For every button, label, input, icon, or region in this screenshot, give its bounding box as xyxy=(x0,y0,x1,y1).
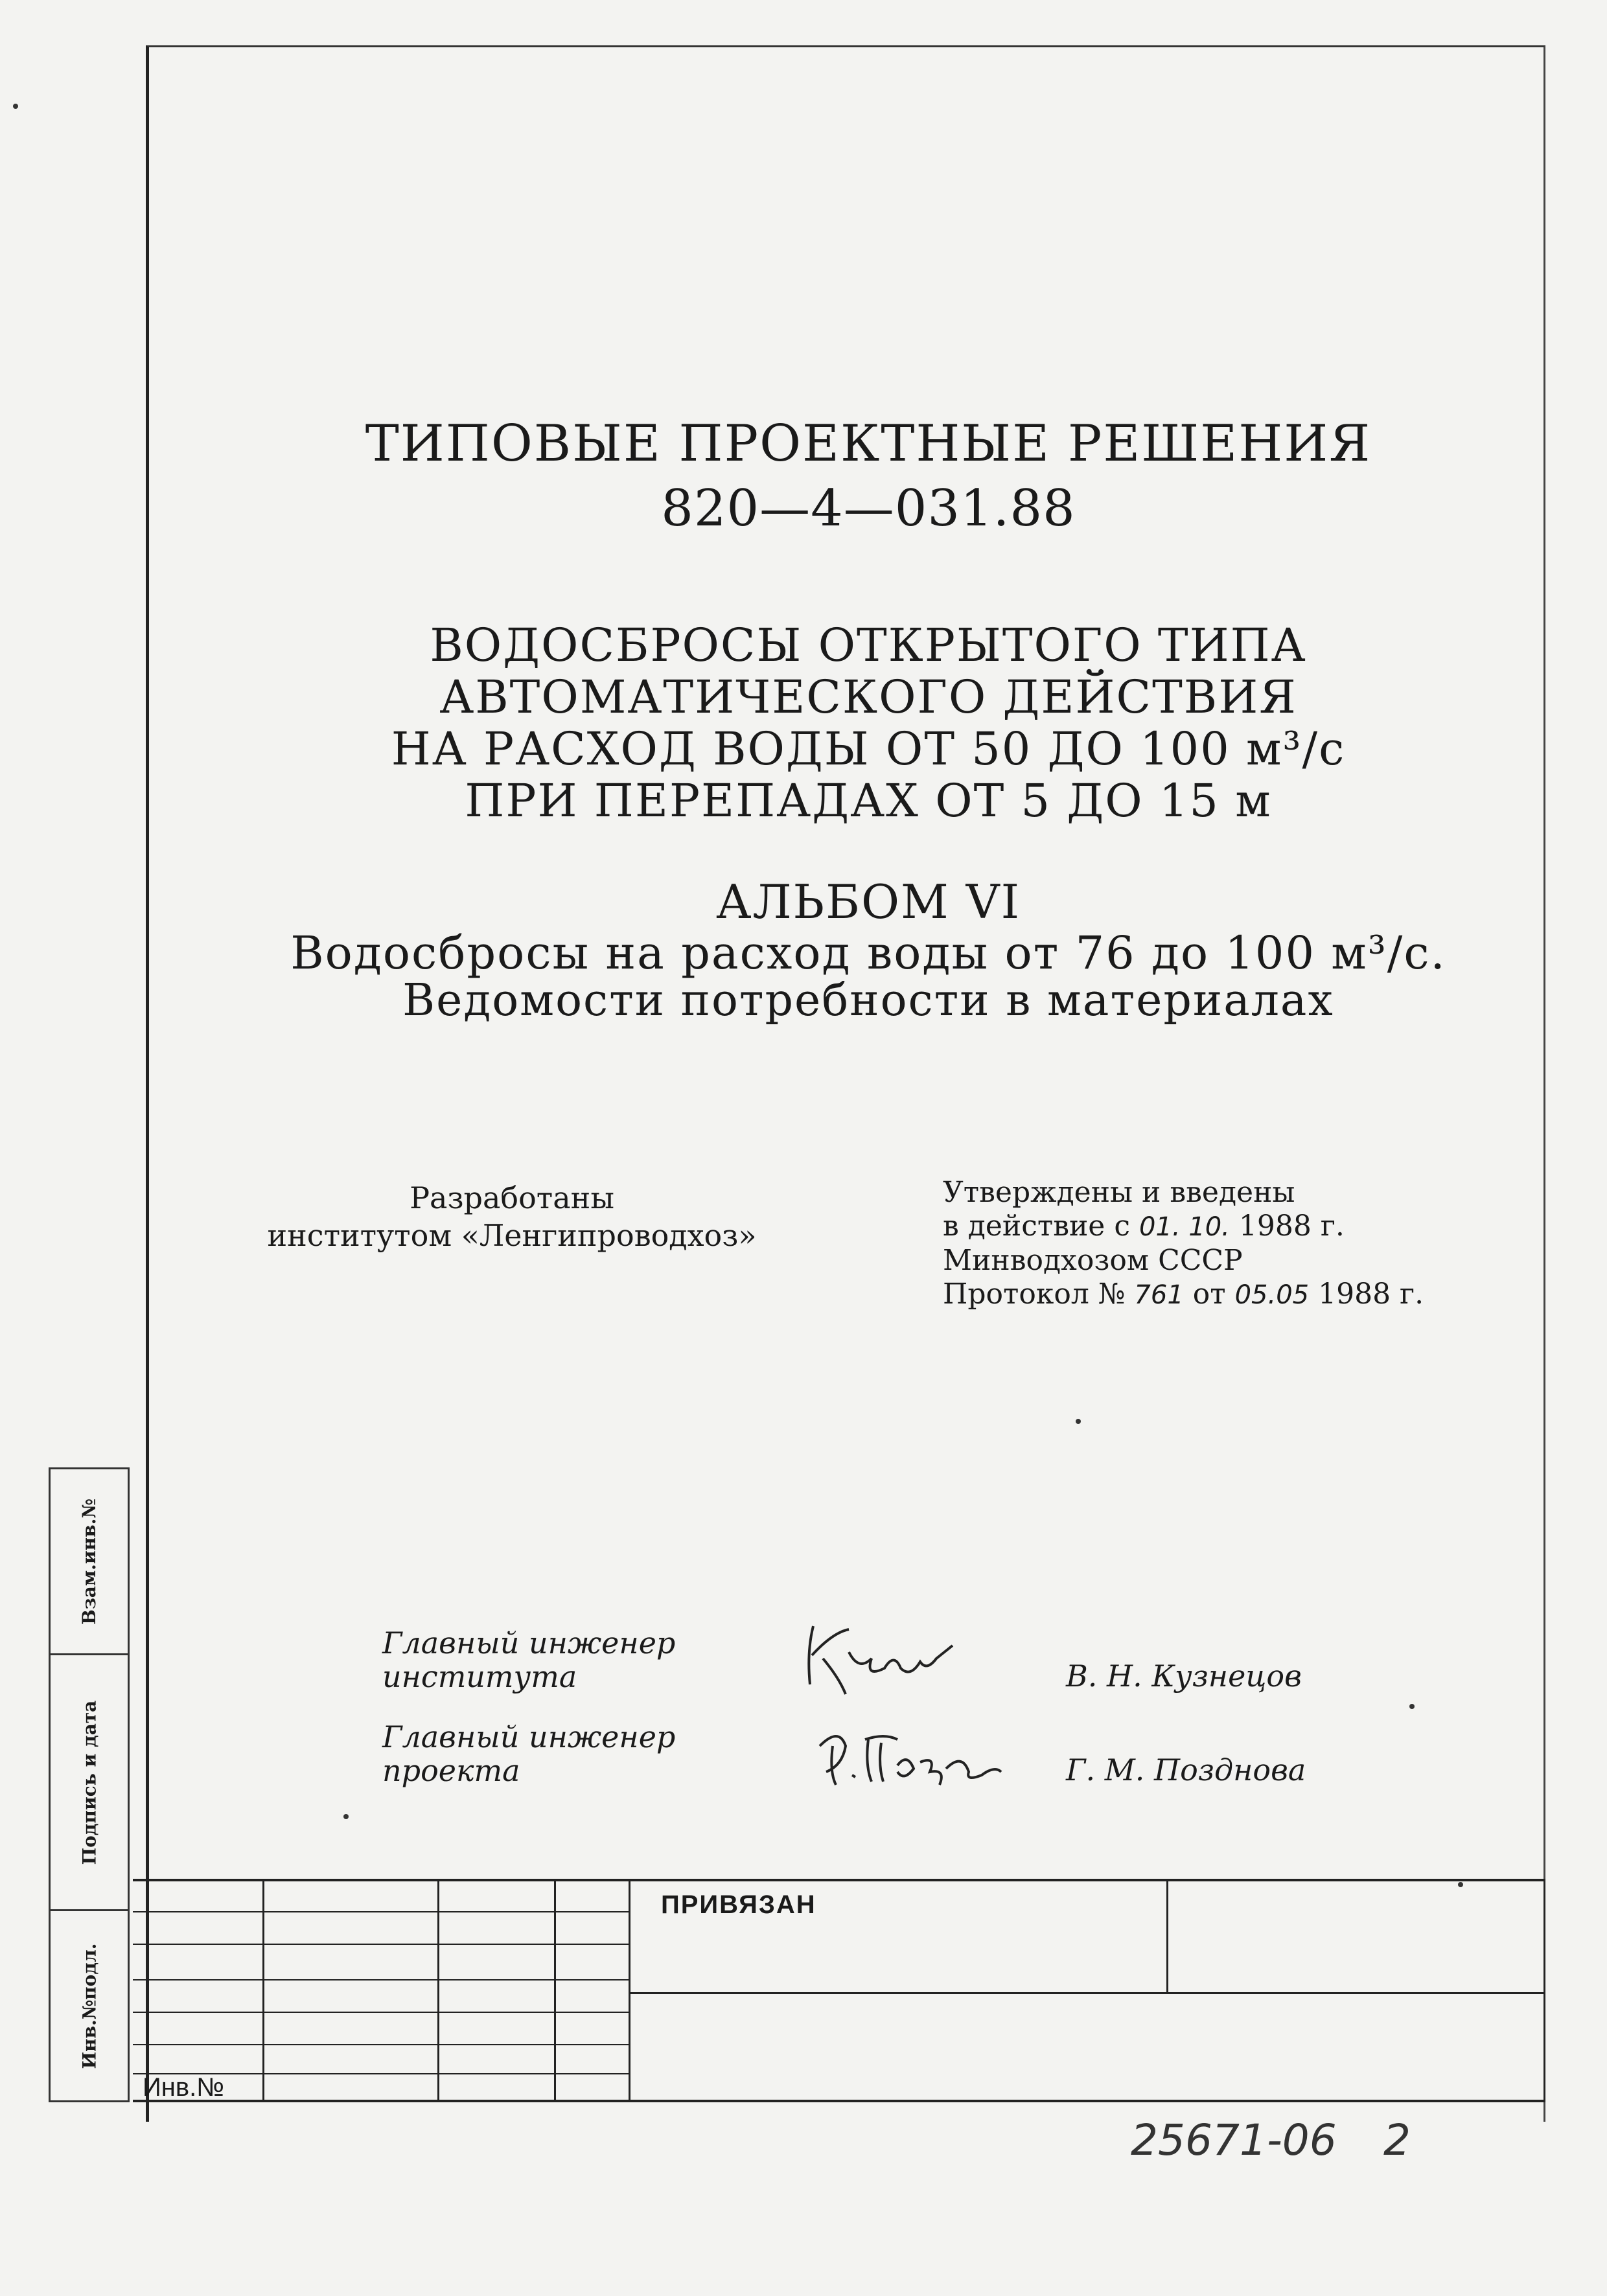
heading-line-2: АВТОМАТИЧЕСКОГО ДЕЙСТВИЯ xyxy=(439,671,1297,724)
signature-role-2-line-2: проекта xyxy=(382,1753,520,1788)
protocol-date-handwritten: 05.05 xyxy=(1234,1280,1310,1310)
approval-date-handwritten: 01. 10. xyxy=(1139,1212,1230,1242)
developed-line-2: институтом «Ленгипроводхоз» xyxy=(267,1218,757,1253)
approval-line-4 xyxy=(943,1278,1424,1312)
inventory-number-label: Инв.№ xyxy=(143,2073,225,2102)
side-stamp-box-2 xyxy=(49,1655,130,1911)
protocol-mid: от xyxy=(1183,1278,1235,1311)
developed-by xyxy=(233,1179,791,1254)
heading-line-1: ВОДОСБРОСЫ ОТКРЫТОГО ТИПА xyxy=(430,619,1307,672)
side-stamp-box-3 xyxy=(49,1911,130,2102)
scan-speck xyxy=(1409,1704,1415,1709)
signature-role-1-line-2: института xyxy=(382,1659,577,1694)
signature-role-1 xyxy=(382,1626,675,1693)
linked-label: ПРИВЯЗАН xyxy=(661,1890,816,1919)
signature-role-2-line-1: Главный инженер xyxy=(382,1719,676,1754)
side-stamp-label-2: Подпись и дата xyxy=(78,1700,100,1865)
album-title: АЛЬБОМ VI xyxy=(715,875,1021,929)
heading-line-4: ПРИ ПЕРЕПАДАХ ОТ 5 ДО 15 м xyxy=(465,774,1272,827)
approval-line-1: Утверждены и введены xyxy=(943,1176,1295,1209)
document-number: 25671-06 xyxy=(1131,2115,1337,2165)
signature-name-1: В. Н. Кузнецов xyxy=(1066,1659,1302,1693)
protocol-prefix: Протокол № xyxy=(943,1278,1135,1311)
signature-kuznetsov xyxy=(787,1607,962,1704)
side-stamp-label-3: Инв.№подл. xyxy=(78,1943,100,2069)
signature-name-2: Г. М. Позднова xyxy=(1066,1752,1306,1787)
page-frame xyxy=(146,45,1545,2122)
series-title: ТИПОВЫЕ ПРОЕКТНЫЕ РЕШЕНИЯ xyxy=(365,415,1372,473)
title-block-table xyxy=(133,1879,1545,2102)
side-stamp-label-1: Взам.инв.№ xyxy=(78,1498,100,1625)
scan-speck xyxy=(343,1814,349,1819)
approval-block xyxy=(943,1176,1424,1312)
album-subtitle-1: Водосбросы на расход воды от 76 до 100 м³/с. xyxy=(290,926,1446,980)
protocol-suffix: 1988 г. xyxy=(1309,1278,1424,1311)
page-number: 2 xyxy=(1383,2115,1411,2165)
album-subtitle-2: Ведомости потребности в материалах xyxy=(402,975,1334,1026)
scan-speck xyxy=(1076,1419,1081,1424)
approval-line-2 xyxy=(943,1210,1424,1244)
scan-speck xyxy=(1458,1882,1463,1887)
series-code: 820—4—031.88 xyxy=(661,479,1076,538)
approval-line-2-suffix: 1988 г. xyxy=(1229,1210,1345,1243)
side-stamp-box-1 xyxy=(49,1467,130,1655)
approval-line-2-prefix: в действие с xyxy=(943,1210,1139,1243)
protocol-number-handwritten: 761 xyxy=(1134,1280,1184,1310)
signature-role-2 xyxy=(382,1720,675,1787)
heading-line-3: НА РАСХОД ВОДЫ ОТ 50 ДО 100 м³/с xyxy=(391,722,1346,775)
developed-line-1: Разработаны xyxy=(410,1180,614,1215)
scan-speck xyxy=(13,104,18,109)
signature-role-1-line-1: Главный инженер xyxy=(382,1625,676,1660)
approval-line-3: Минводхозом СССР xyxy=(943,1244,1243,1277)
signature-pozdnova xyxy=(807,1720,1014,1798)
